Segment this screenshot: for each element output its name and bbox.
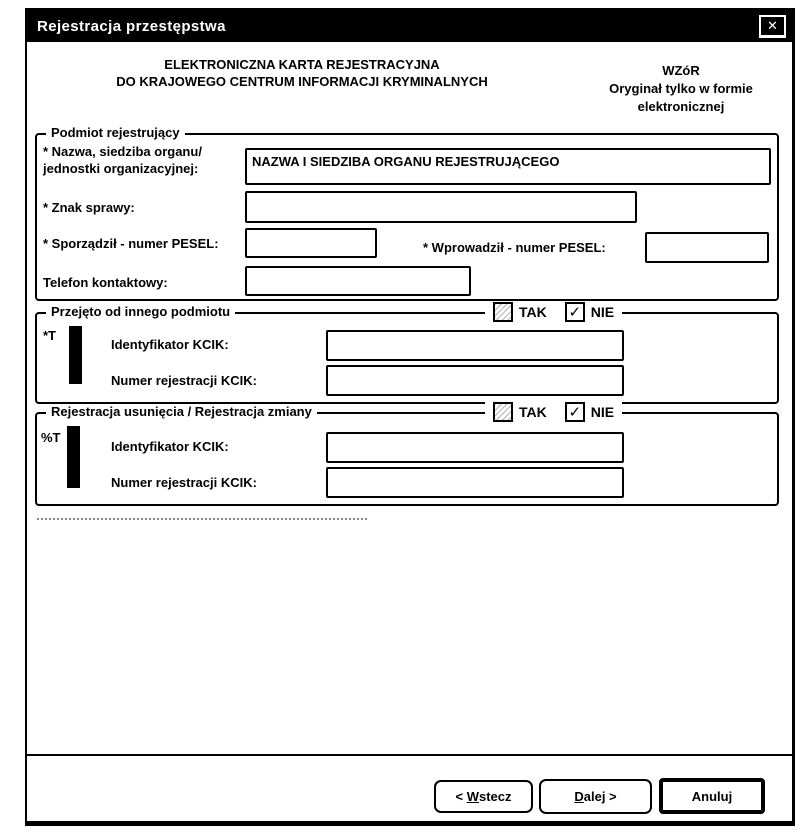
group-przejeto-od-innego-podmiotu (35, 303, 779, 404)
zmiana-identyfikator-kcik-input[interactable] (326, 432, 624, 463)
dialog-rejestracja-przestepstwa (25, 8, 795, 826)
przejeto-marker-label: *T (43, 328, 56, 343)
znak-sprawy-input[interactable] (245, 191, 637, 223)
przejeto-nie-label: NIE (590, 304, 615, 320)
wprowadzil-pesel-label: * Wprowadził - numer PESEL: (423, 240, 606, 255)
przejeto-nie-checkmark: ✓ (568, 303, 582, 321)
group-przejeto-legend: Przejęto od innego podmiotu (46, 304, 235, 319)
window-title: Rejestracja przestępstwa (37, 17, 226, 35)
wzor-note (575, 62, 787, 116)
form-header (37, 56, 567, 90)
back-button[interactable] (434, 780, 533, 813)
group-rejestracja-usuniecia-zmiany (35, 403, 779, 506)
wprowadzil-pesel-input[interactable] (645, 232, 769, 263)
cancel-button[interactable] (659, 778, 765, 814)
close-button[interactable] (759, 15, 786, 38)
nazwa-organu-input[interactable]: NAZWA I SIEDZIBA ORGANU REJESTRUJĄCEGO (245, 148, 771, 185)
zmiana-nie-checkbox[interactable] (565, 402, 585, 422)
telefon-kontaktowy-label: Telefon kontaktowy: (43, 275, 168, 290)
wzor-note-line2: Oryginał tylko w formie (609, 81, 753, 96)
form-header-line2: DO KRAJOWEGO CENTRUM INFORMACJI KRYMINALNYCH (116, 74, 488, 89)
przejeto-tak-checkbox[interactable] (493, 302, 513, 322)
przejeto-numer-rejestracji-kcik-label: Numer rejestracji KCIK: (111, 373, 257, 388)
next-button-label: Dalej > (574, 789, 617, 804)
sporzadzil-pesel-input[interactable] (245, 228, 377, 258)
zmiana-nie-checkmark: ✓ (568, 403, 582, 421)
przejeto-numer-rejestracji-kcik-input[interactable] (326, 365, 624, 396)
zmiana-nie-label: NIE (590, 404, 615, 420)
zmiana-marker-label: %T (41, 430, 61, 445)
wzor-label: WZóR (662, 63, 700, 78)
zmiana-identyfikator-kcik-label: Identyfikator KCIK: (111, 439, 229, 454)
sporzadzil-pesel-label: * Sporządził - numer PESEL: (43, 236, 219, 251)
zmiana-numer-rejestracji-kcik-input[interactable] (326, 467, 624, 498)
zmiana-tak-label: TAK (519, 404, 547, 420)
scan-artifact-line (37, 518, 367, 520)
nazwa-organu-label: * Nazwa, siedziba organu/ jednostki organizacyjnej: (43, 144, 202, 176)
przejeto-identyfikator-kcik-input[interactable] (326, 330, 624, 361)
title-bar[interactable] (27, 10, 792, 42)
zmiana-tak-nie-row (485, 402, 622, 422)
group-podmiot-legend: Podmiot rejestrujący (46, 125, 185, 140)
przejeto-tak-nie-row (485, 302, 622, 322)
zmiana-marker-bar (67, 426, 80, 488)
zmiana-numer-rejestracji-kcik-label: Numer rejestracji KCIK: (111, 475, 257, 490)
znak-sprawy-label: * Znak sprawy: (43, 200, 135, 215)
zmiana-tak-checkbox[interactable] (493, 402, 513, 422)
przejeto-tak-label: TAK (519, 304, 547, 320)
next-button[interactable] (539, 779, 652, 814)
cancel-button-label: Anuluj (691, 788, 733, 804)
wzor-note-line3: elektronicznej (637, 99, 725, 114)
back-button-label: < Wstecz (455, 789, 512, 804)
group-zmiana-legend: Rejestracja usunięcia / Rejestracja zmiany (46, 404, 317, 419)
przejeto-marker-bar (69, 326, 82, 384)
przejeto-identyfikator-kcik-label: Identyfikator KCIK: (111, 337, 229, 352)
form-header-line1: ELEKTRONICZNA KARTA REJESTRACYJNA (164, 57, 440, 72)
telefon-kontaktowy-input[interactable] (245, 266, 471, 296)
przejeto-nie-checkbox[interactable] (565, 302, 585, 322)
group-podmiot-rejestrujacy (35, 125, 779, 301)
footer-separator (27, 754, 792, 756)
close-icon: ✕ (767, 17, 778, 33)
